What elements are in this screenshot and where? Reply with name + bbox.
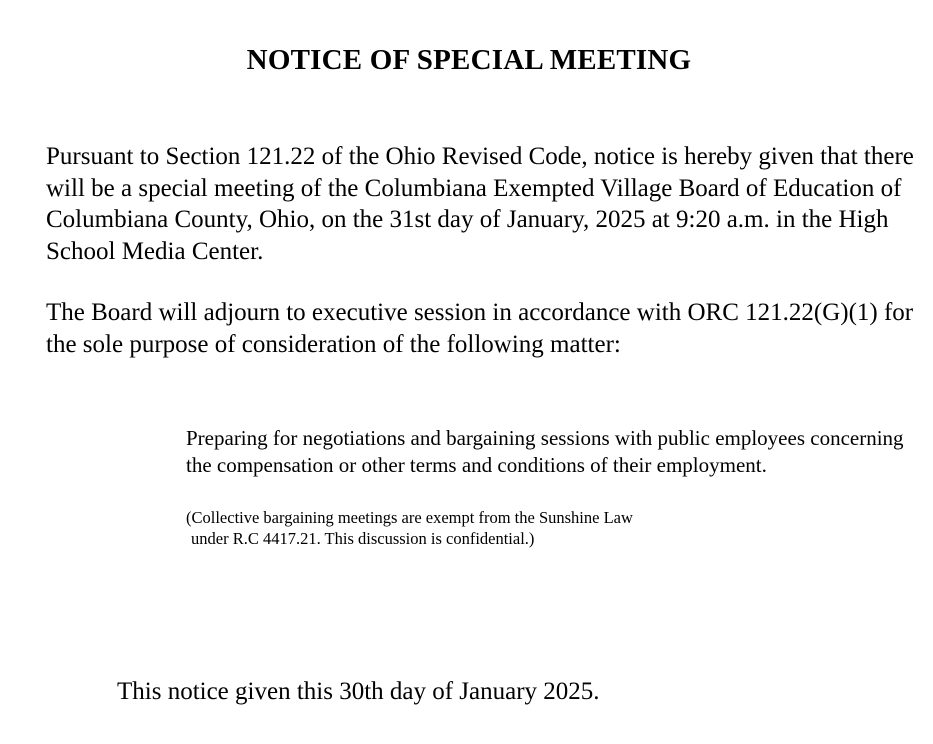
note-line-1: (Collective bargaining meetings are exempt from the Sunshine Law xyxy=(186,508,633,527)
executive-session-paragraph: The Board will adjourn to executive session in accordance with ORC 121.22(G)(1) for the sole purpose of consideration of the following matter: xyxy=(46,299,914,358)
document-title: NOTICE OF SPECIAL MEETING xyxy=(246,44,692,76)
matter-description: Preparing for negotiations and bargaining sessions with public employees concerning the compensation or other terms and conditions of their employment. xyxy=(186,426,904,477)
confidentiality-note xyxy=(186,507,806,549)
meeting-announcement-paragraph: Pursuant to Section 121.22 of the Ohio Revised Code, notice is hereby given that there will be a special meeting of the Columbiana Exempted Village Board of Education of Columbiana County, Ohio, on the 31st day of January, 2025 at 9:20 a.m. in the High School Media Center. xyxy=(46,143,914,265)
notice-date-footer: This notice given this 30th day of January 2025. xyxy=(117,678,600,705)
note-line-2: under R.C 4417.21. This discussion is confidential.) xyxy=(191,529,535,548)
